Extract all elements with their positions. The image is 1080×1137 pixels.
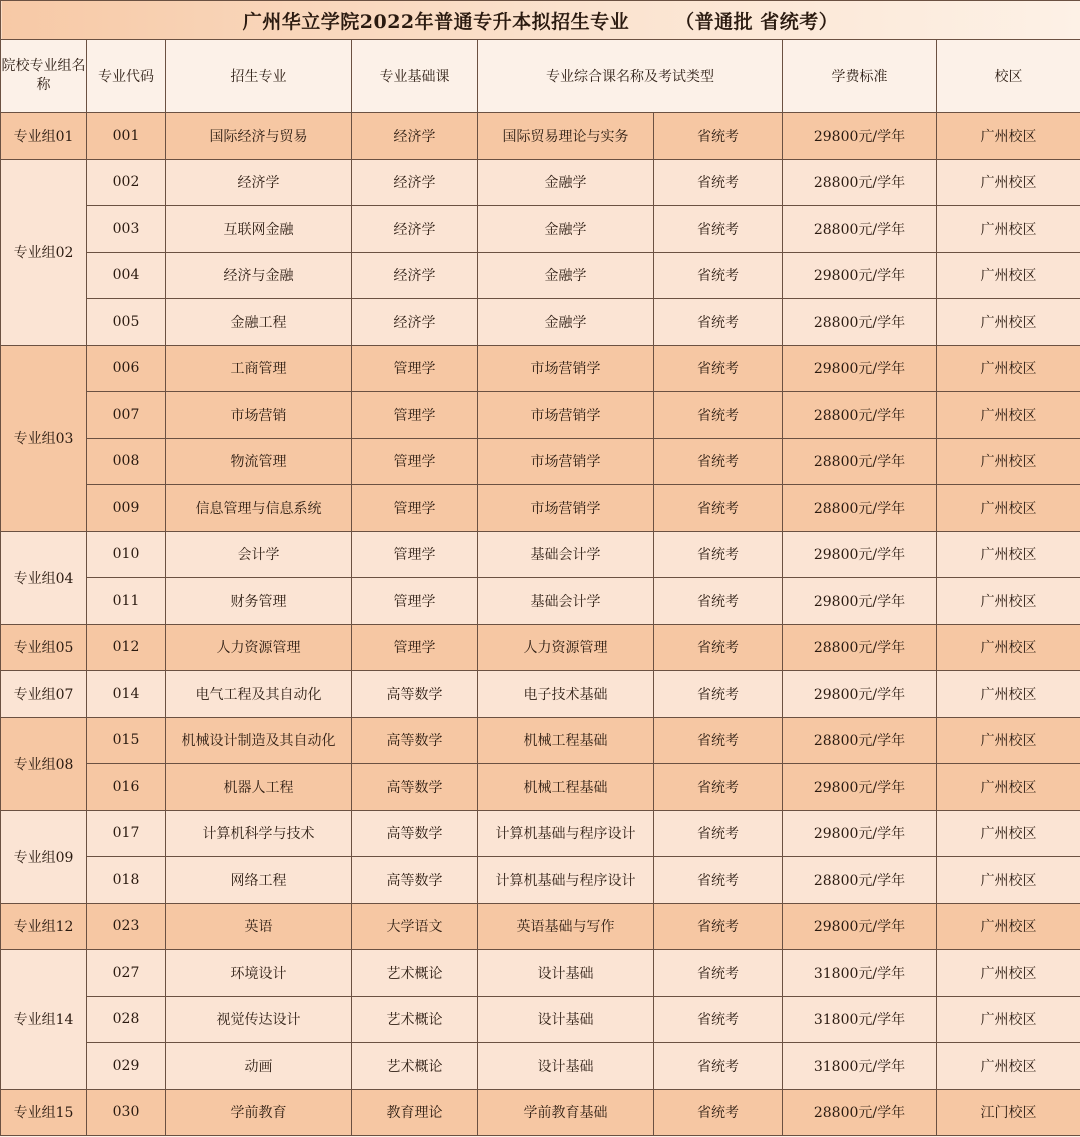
cell-code: 005 xyxy=(87,299,166,346)
cell-code: 027 xyxy=(87,950,166,997)
cell-campus: 广州校区 xyxy=(937,810,1080,857)
cell-exam-type: 省统考 xyxy=(654,857,783,904)
cell-major: 动画 xyxy=(166,1043,352,1090)
table-row xyxy=(1,485,1080,532)
cell-exam-type: 省统考 xyxy=(654,578,783,625)
cell-code: 017 xyxy=(87,810,166,857)
cell-base-course: 高等数学 xyxy=(352,764,478,811)
cell-base-course: 经济学 xyxy=(352,252,478,299)
cell-exam-type: 省统考 xyxy=(654,252,783,299)
header-fee: 学费标准 xyxy=(783,40,937,113)
cell-major: 金融工程 xyxy=(166,299,352,346)
cell-base-course: 管理学 xyxy=(352,578,478,625)
cell-exam-type: 省统考 xyxy=(654,299,783,346)
cell-base-course: 经济学 xyxy=(352,159,478,206)
cell-fee: 29800元/学年 xyxy=(783,810,937,857)
cell-comprehensive-course: 国际贸易理论与实务 xyxy=(478,113,654,160)
cell-comprehensive-course: 人力资源管理 xyxy=(478,624,654,671)
cell-base-course: 高等数学 xyxy=(352,717,478,764)
cell-campus: 广州校区 xyxy=(937,671,1080,718)
header-comprehensive-course: 专业综合课名称及考试类型 xyxy=(478,40,783,113)
table-row xyxy=(1,624,1080,671)
cell-campus: 广州校区 xyxy=(937,531,1080,578)
table-row xyxy=(1,717,1080,764)
cell-campus: 广州校区 xyxy=(937,438,1080,485)
cell-campus: 广州校区 xyxy=(937,717,1080,764)
table-row xyxy=(1,113,1080,160)
cell-code: 009 xyxy=(87,485,166,532)
cell-comprehensive-course: 基础会计学 xyxy=(478,531,654,578)
cell-fee: 29800元/学年 xyxy=(783,113,937,160)
cell-campus: 广州校区 xyxy=(937,485,1080,532)
cell-exam-type: 省统考 xyxy=(654,113,783,160)
cell-code: 008 xyxy=(87,438,166,485)
cell-campus: 广州校区 xyxy=(937,996,1080,1043)
cell-code: 012 xyxy=(87,624,166,671)
cell-code: 011 xyxy=(87,578,166,625)
cell-campus: 广州校区 xyxy=(937,857,1080,904)
cell-code: 002 xyxy=(87,159,166,206)
cell-group-name: 专业组14 xyxy=(1,950,87,1090)
table-row xyxy=(1,857,1080,904)
cell-exam-type: 省统考 xyxy=(654,810,783,857)
cell-campus: 广州校区 xyxy=(937,764,1080,811)
cell-base-course: 艺术概论 xyxy=(352,1043,478,1090)
cell-comprehensive-course: 学前教育基础 xyxy=(478,1089,654,1136)
cell-comprehensive-course: 金融学 xyxy=(478,299,654,346)
cell-code: 003 xyxy=(87,206,166,253)
table-row xyxy=(1,531,1080,578)
title-text: 广州华立学院2022年普通专升本拟招生专业 xyxy=(242,10,630,33)
cell-exam-type: 省统考 xyxy=(654,485,783,532)
table-row xyxy=(1,345,1080,392)
cell-fee: 28800元/学年 xyxy=(783,857,937,904)
cell-group-name: 专业组07 xyxy=(1,671,87,718)
cell-exam-type: 省统考 xyxy=(654,438,783,485)
cell-major: 视觉传达设计 xyxy=(166,996,352,1043)
cell-group-name: 专业组08 xyxy=(1,717,87,810)
cell-base-course: 经济学 xyxy=(352,299,478,346)
cell-exam-type: 省统考 xyxy=(654,345,783,392)
cell-exam-type: 省统考 xyxy=(654,159,783,206)
cell-code: 006 xyxy=(87,345,166,392)
cell-comprehensive-course: 基础会计学 xyxy=(478,578,654,625)
cell-code: 015 xyxy=(87,717,166,764)
cell-exam-type: 省统考 xyxy=(654,392,783,439)
cell-exam-type: 省统考 xyxy=(654,624,783,671)
table-row xyxy=(1,392,1080,439)
cell-code: 016 xyxy=(87,764,166,811)
cell-campus: 广州校区 xyxy=(937,252,1080,299)
cell-base-course: 高等数学 xyxy=(352,671,478,718)
table-title xyxy=(1,1,1080,40)
cell-comprehensive-course: 计算机基础与程序设计 xyxy=(478,857,654,904)
cell-major: 工商管理 xyxy=(166,345,352,392)
cell-group-name: 专业组04 xyxy=(1,531,87,624)
cell-campus: 广州校区 xyxy=(937,950,1080,997)
cell-base-course: 教育理论 xyxy=(352,1089,478,1136)
table-body xyxy=(1,113,1080,1136)
cell-base-course: 艺术概论 xyxy=(352,996,478,1043)
subtitle-text: （普通批 省统考） xyxy=(675,10,839,33)
cell-base-course: 经济学 xyxy=(352,206,478,253)
cell-campus: 广州校区 xyxy=(937,299,1080,346)
cell-group-name: 专业组02 xyxy=(1,159,87,345)
table-row xyxy=(1,438,1080,485)
cell-major: 环境设计 xyxy=(166,950,352,997)
cell-exam-type: 省统考 xyxy=(654,717,783,764)
cell-campus: 广州校区 xyxy=(937,345,1080,392)
table-row xyxy=(1,671,1080,718)
cell-base-course: 管理学 xyxy=(352,438,478,485)
cell-code: 029 xyxy=(87,1043,166,1090)
cell-fee: 29800元/学年 xyxy=(783,252,937,299)
cell-exam-type: 省统考 xyxy=(654,903,783,950)
cell-comprehensive-course: 计算机基础与程序设计 xyxy=(478,810,654,857)
cell-fee: 28800元/学年 xyxy=(783,1089,937,1136)
cell-code: 014 xyxy=(87,671,166,718)
cell-comprehensive-course: 金融学 xyxy=(478,206,654,253)
table-row xyxy=(1,810,1080,857)
cell-fee: 28800元/学年 xyxy=(783,717,937,764)
cell-major: 会计学 xyxy=(166,531,352,578)
cell-group-name: 专业组12 xyxy=(1,903,87,950)
cell-comprehensive-course: 市场营销学 xyxy=(478,392,654,439)
cell-comprehensive-course: 市场营销学 xyxy=(478,438,654,485)
cell-major: 电气工程及其自动化 xyxy=(166,671,352,718)
cell-major: 互联网金融 xyxy=(166,206,352,253)
cell-code: 001 xyxy=(87,113,166,160)
cell-fee: 31800元/学年 xyxy=(783,950,937,997)
cell-group-name: 专业组09 xyxy=(1,810,87,903)
cell-major: 国际经济与贸易 xyxy=(166,113,352,160)
table-row xyxy=(1,299,1080,346)
table-row xyxy=(1,996,1080,1043)
cell-major: 经济学 xyxy=(166,159,352,206)
cell-base-course: 管理学 xyxy=(352,392,478,439)
cell-code: 023 xyxy=(87,903,166,950)
cell-base-course: 管理学 xyxy=(352,485,478,532)
cell-fee: 28800元/学年 xyxy=(783,206,937,253)
cell-campus: 广州校区 xyxy=(937,1043,1080,1090)
cell-comprehensive-course: 市场营销学 xyxy=(478,485,654,532)
cell-fee: 31800元/学年 xyxy=(783,1043,937,1090)
cell-code: 028 xyxy=(87,996,166,1043)
cell-base-course: 艺术概论 xyxy=(352,950,478,997)
cell-base-course: 高等数学 xyxy=(352,810,478,857)
cell-comprehensive-course: 机械工程基础 xyxy=(478,717,654,764)
cell-fee: 29800元/学年 xyxy=(783,578,937,625)
cell-major: 机器人工程 xyxy=(166,764,352,811)
header-row xyxy=(1,40,1080,113)
cell-major: 信息管理与信息系统 xyxy=(166,485,352,532)
cell-exam-type: 省统考 xyxy=(654,996,783,1043)
cell-major: 网络工程 xyxy=(166,857,352,904)
cell-major: 物流管理 xyxy=(166,438,352,485)
cell-comprehensive-course: 金融学 xyxy=(478,159,654,206)
table-row xyxy=(1,903,1080,950)
cell-code: 010 xyxy=(87,531,166,578)
cell-major: 英语 xyxy=(166,903,352,950)
cell-base-course: 大学语文 xyxy=(352,903,478,950)
table-row xyxy=(1,950,1080,997)
table-row xyxy=(1,1089,1080,1136)
cell-fee: 29800元/学年 xyxy=(783,531,937,578)
cell-fee: 28800元/学年 xyxy=(783,159,937,206)
cell-fee: 28800元/学年 xyxy=(783,392,937,439)
cell-major: 人力资源管理 xyxy=(166,624,352,671)
cell-major: 机械设计制造及其自动化 xyxy=(166,717,352,764)
header-base-course: 专业基础课 xyxy=(352,40,478,113)
cell-campus: 江门校区 xyxy=(937,1089,1080,1136)
cell-comprehensive-course: 机械工程基础 xyxy=(478,764,654,811)
cell-fee: 28800元/学年 xyxy=(783,624,937,671)
cell-fee: 31800元/学年 xyxy=(783,996,937,1043)
cell-group-name: 专业组05 xyxy=(1,624,87,671)
cell-exam-type: 省统考 xyxy=(654,206,783,253)
cell-campus: 广州校区 xyxy=(937,206,1080,253)
cell-major: 经济与金融 xyxy=(166,252,352,299)
cell-campus: 广州校区 xyxy=(937,392,1080,439)
cell-exam-type: 省统考 xyxy=(654,764,783,811)
cell-comprehensive-course: 设计基础 xyxy=(478,1043,654,1090)
cell-base-course: 管理学 xyxy=(352,531,478,578)
cell-fee: 28800元/学年 xyxy=(783,438,937,485)
table-row xyxy=(1,252,1080,299)
cell-base-course: 管理学 xyxy=(352,345,478,392)
cell-major: 学前教育 xyxy=(166,1089,352,1136)
cell-comprehensive-course: 市场营销学 xyxy=(478,345,654,392)
cell-base-course: 高等数学 xyxy=(352,857,478,904)
cell-comprehensive-course: 电子技术基础 xyxy=(478,671,654,718)
table-row xyxy=(1,578,1080,625)
header-campus: 校区 xyxy=(937,40,1080,113)
cell-major: 财务管理 xyxy=(166,578,352,625)
cell-code: 004 xyxy=(87,252,166,299)
cell-campus: 广州校区 xyxy=(937,578,1080,625)
cell-campus: 广州校区 xyxy=(937,903,1080,950)
cell-base-course: 管理学 xyxy=(352,624,478,671)
cell-fee: 29800元/学年 xyxy=(783,764,937,811)
cell-fee: 29800元/学年 xyxy=(783,903,937,950)
cell-exam-type: 省统考 xyxy=(654,531,783,578)
table-row xyxy=(1,206,1080,253)
cell-campus: 广州校区 xyxy=(937,159,1080,206)
cell-major: 计算机科学与技术 xyxy=(166,810,352,857)
cell-fee: 28800元/学年 xyxy=(783,299,937,346)
cell-exam-type: 省统考 xyxy=(654,950,783,997)
cell-fee: 28800元/学年 xyxy=(783,485,937,532)
cell-code: 018 xyxy=(87,857,166,904)
cell-code: 007 xyxy=(87,392,166,439)
cell-group-name: 专业组03 xyxy=(1,345,87,531)
cell-fee: 29800元/学年 xyxy=(783,345,937,392)
cell-exam-type: 省统考 xyxy=(654,671,783,718)
cell-campus: 广州校区 xyxy=(937,113,1080,160)
cell-comprehensive-course: 设计基础 xyxy=(478,996,654,1043)
cell-comprehensive-course: 金融学 xyxy=(478,252,654,299)
cell-major: 市场营销 xyxy=(166,392,352,439)
header-code: 专业代码 xyxy=(87,40,166,113)
table-row xyxy=(1,159,1080,206)
cell-fee: 29800元/学年 xyxy=(783,671,937,718)
table-row xyxy=(1,1043,1080,1090)
cell-base-course: 经济学 xyxy=(352,113,478,160)
cell-code: 030 xyxy=(87,1089,166,1136)
cell-exam-type: 省统考 xyxy=(654,1089,783,1136)
table-row xyxy=(1,764,1080,811)
header-group: 院校专业组名称 xyxy=(1,40,87,113)
cell-group-name: 专业组15 xyxy=(1,1089,87,1136)
cell-group-name: 专业组01 xyxy=(1,113,87,160)
cell-comprehensive-course: 英语基础与写作 xyxy=(478,903,654,950)
cell-campus: 广州校区 xyxy=(937,624,1080,671)
header-major: 招生专业 xyxy=(166,40,352,113)
cell-exam-type: 省统考 xyxy=(654,1043,783,1090)
cell-comprehensive-course: 设计基础 xyxy=(478,950,654,997)
